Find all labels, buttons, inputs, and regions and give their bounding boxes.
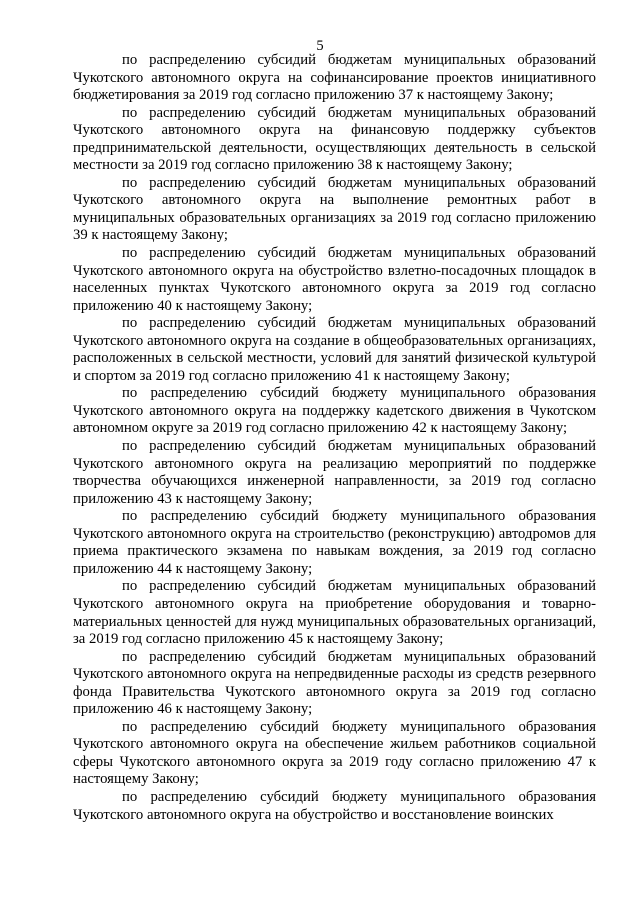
paragraph-appendix-47: по распределению субсидий бюджету муниципального образования Чукотского автономного округа на обеспечение жильем работников социальной сферы Чукотского автономного округа за 2019 году согласно приложению 47 к настоящему Закону; [73, 718, 596, 788]
paragraph-appendix-46: по распределению субсидий бюджетам муниципальных образований Чукотского автономного округа на непредвиденные расходы из средств резервного фонда Правительства Чукотского автономного округа за 2019 год согласно приложению 46 к настоящему Закону; [73, 648, 596, 718]
document-body [73, 52, 596, 824]
paragraph-appendix-38: по распределению субсидий бюджетам муниципальных образований Чукотского автономного округа на финансовую поддержку субъектов предпринимательской деятельности, осуществляющих деятельность в сельской местности за 2019 год согласно приложению 38 к настоящему Закону; [73, 104, 596, 174]
paragraph-appendix-42: по распределению субсидий бюджету муниципального образования Чукотского автономного округа на поддержку кадетского движения в Чукотском автономном округе за 2019 год согласно приложению 42 к настоящему Закону; [73, 385, 596, 437]
paragraph-appendix-43: по распределению субсидий бюджетам муниципальных образований Чукотского автономного округа на реализацию мероприятий по поддержке творчества обучающихся инженерной направленности, за 2019 год согласно приложению 43 к настоящему Закону; [73, 438, 596, 507]
paragraph-continued: по распределению субсидий бюджету муниципального образования Чукотского автономного округа на обустройство и восстановление воинских [73, 788, 596, 823]
paragraph-appendix-39: по распределению субсидий бюджетам муниципальных образований Чукотского автономного округа на выполнение ремонтных работ в муниципальных образовательных организациях за 2019 год согласно приложению 39 к настоящему Закону; [73, 174, 596, 244]
paragraph-appendix-41: по распределению субсидий бюджетам муниципальных образований Чукотского автономного округа на создание в общеобразовательных организациях, расположенных в сельской местности, условий для занятий физической культурой и спортом за 2019 год согласно приложению 41 к настоящему Закону; [73, 315, 596, 384]
paragraph-appendix-45: по распределению субсидий бюджетам муниципальных образований Чукотского автономного округа на приобретение оборудования и товарно-материальных ценностей для нужд муниципальных образовательных организаций, за 2019 год согласно приложению 45 к настоящему Закону; [73, 578, 596, 648]
page-number: 5 [316, 38, 324, 54]
paragraph-appendix-44: по распределению субсидий бюджету муниципального образования Чукотского автономного округа на строительство (реконструкцию) автодромов для приема практического экзамена по навыкам вождения, за 2019 год согласно приложению 44 к настоящему Закону; [73, 508, 596, 577]
paragraph-appendix-37: по распределению субсидий бюджетам муниципальных образований Чукотского автономного округа на софинансирование проектов инициативного бюджетирования за 2019 год согласно приложению 37 к настоящему Закону; [73, 52, 596, 104]
paragraph-appendix-40: по распределению субсидий бюджетам муниципальных образований Чукотского автономного округа на обустройство взлетно-посадочных площадок в населенных пунктах Чукотского автономного округа за 2019 год согласно приложению 40 к настоящему Закону; [73, 245, 596, 314]
